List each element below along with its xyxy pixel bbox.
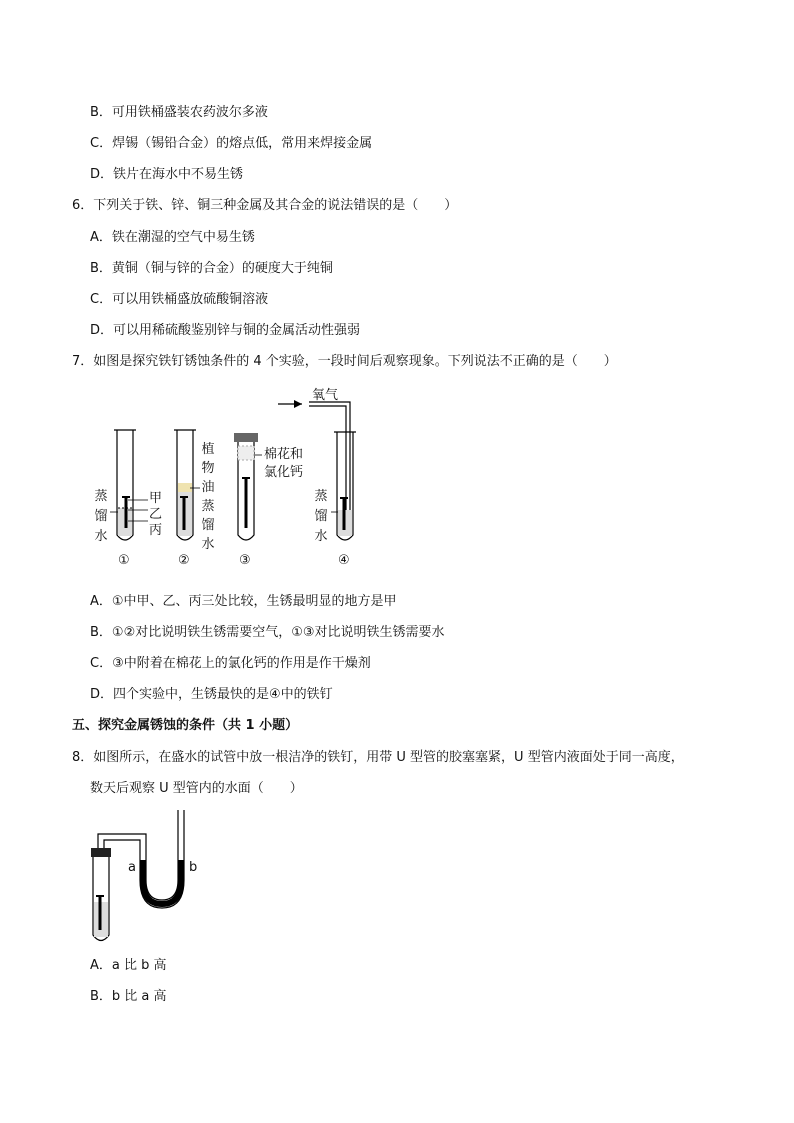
q5-option-c: C．焊锡（锡铅合金）的熔点低，常用来焊接金属 [90,136,373,151]
q6-option-b: B．黄铜（铜与锌的合金）的硬度大于纯铜 [90,261,333,276]
water-label-4-char-3: 水 [314,529,328,544]
q8-option-b: B．b 比 a 高 [90,989,167,1004]
oil-water-char-4: 蒸 [201,499,215,514]
section-five-title: 五、探究金属锈蚀的条件（共 1 小题） [72,718,299,733]
oxygen-label: 氧气 [312,388,339,403]
q7-option-c: C．③中附着在棉花上的氯化钙的作用是作干燥剂 [90,656,371,671]
q8-option-a: A．a 比 b 高 [90,958,167,973]
q7-option-d: D．四个实验中，生锈最快的是④中的铁钉 [90,687,333,702]
tube-number-1: ① [118,553,130,568]
q8-stem-line-2: 数天后观察 U 型管内的水面（ ） [90,781,303,796]
oil-water-char-3: 油 [201,480,215,495]
water-label-1-char-3: 水 [94,529,108,544]
oil-water-char-5: 馏 [201,518,215,533]
oil-water-char-6: 水 [201,537,215,552]
q7-option-b: B．①②对比说明铁生锈需要空气，①③对比说明铁生锈需要水 [90,625,445,640]
q6-option-a: A．铁在潮湿的空气中易生锈 [90,230,255,245]
water-label-1-char-2: 馏 [94,509,108,524]
oil-water-char-2: 物 [201,461,215,476]
u-tube-liquid [143,860,181,904]
connecting-tube [98,834,146,848]
point-jia: 甲 [149,491,163,506]
cotton-label-line-2: 氯化钙 [264,465,304,480]
q6-option-c: C．可以用铁桶盛放硫酸铜溶液 [90,292,269,307]
rubber-stopper [91,848,111,857]
q6-option-d: D．可以用稀硫酸鉴别锌与铜的金属活动性强弱 [90,323,361,338]
water-label-1-char-1: 蒸 [94,489,108,504]
point-yi: 乙 [149,507,163,522]
q6-stem: 6．下列关于铁、锌、铜三种金属及其合金的说法错误的是（ ） [72,198,458,213]
q7-stem: 7．如图是探究铁钉锈蚀条件的 4 个实验，一段时间后观察现象。下列说法不正确的是（ ） [72,354,617,369]
oil-water-char-1: 植 [201,442,215,457]
point-bing: 丙 [149,523,163,538]
q8-stem-line-1: 8．如图所示，在盛水的试管中放一根洁净的铁钉，用带 U 型管的胶塞塞紧，U 型管内液面处于同一高度， [72,750,684,765]
q5-option-b: B．可用铁桶盛装农药波尔多液 [90,105,268,120]
tube-number-3: ③ [239,553,251,568]
water-label-4-char-1: 蒸 [314,489,328,504]
q5-option-d: D．铁片在海水中不易生锈 [90,167,244,182]
label-a: a [128,860,136,875]
cotton-label-line-1: 棉花和 [264,447,304,462]
tube-number-4: ④ [338,553,350,568]
q7-option-a: A．①中甲、乙、丙三处比较，生锈最明显的地方是甲 [90,594,397,609]
tube-number-2: ② [178,553,190,568]
label-b: b [189,860,198,875]
water-label-4-char-2: 馏 [314,509,328,524]
